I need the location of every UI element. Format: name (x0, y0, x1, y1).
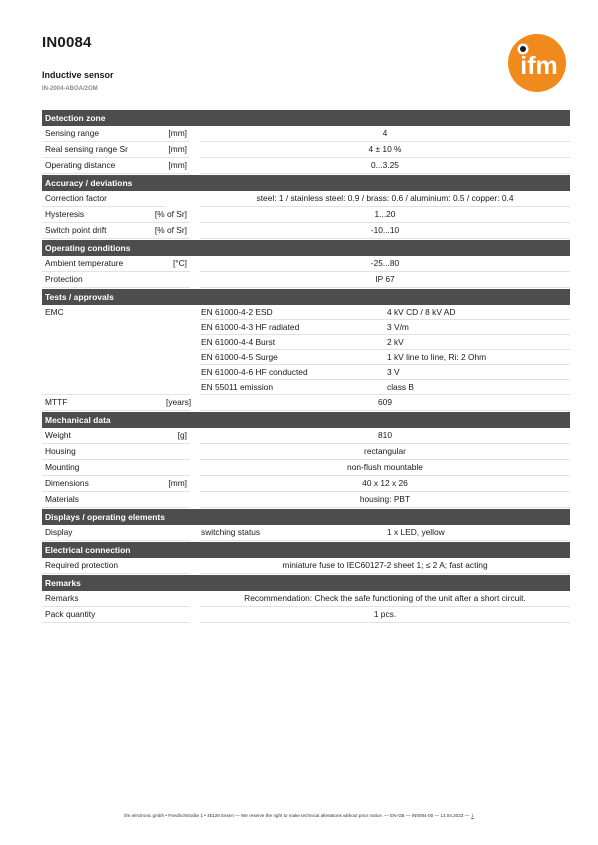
emc-item (200, 365, 570, 380)
unit: [°C] (166, 256, 190, 272)
label: Ambient temperature (42, 256, 166, 272)
section-mechanical-data: Mechanical data (42, 412, 570, 428)
logo-text: ifm (520, 52, 558, 80)
unit: [mm] (166, 126, 190, 142)
row-switch-point-drift (42, 223, 570, 239)
row-protection (42, 272, 570, 288)
label: Operating distance (42, 158, 166, 174)
label: Mounting (42, 460, 166, 476)
emc-value: 3 V/m (387, 322, 409, 332)
row-emc (42, 305, 570, 395)
row-mounting (42, 460, 570, 476)
ifm-logo (508, 34, 566, 92)
value: 810 (200, 428, 570, 444)
value: non-flush mountable (200, 460, 570, 476)
value: 1 pcs. (200, 607, 570, 623)
row-operating-distance (42, 158, 570, 174)
emc-standard: EN 61000-4-4 Burst (201, 337, 276, 347)
row-pack-quantity (42, 607, 570, 623)
section-electrical-connection: Electrical connection (42, 542, 570, 558)
row-correction-factor (42, 191, 570, 207)
section-detection-zone: Detection zone (42, 110, 570, 126)
unit (166, 525, 190, 541)
label: MTTF (42, 395, 166, 411)
unit: [% of Sr] (148, 223, 190, 239)
row-housing (42, 444, 570, 460)
label: Dimensions (42, 476, 166, 492)
unit (166, 444, 190, 460)
section-displays: Displays / operating elements (42, 509, 570, 525)
emc-standard: EN 61000-4-6 HF conducted (201, 367, 308, 377)
emc-standard: EN 55011 emission (201, 382, 274, 392)
display-pair (200, 525, 570, 541)
value: rectangular (200, 444, 570, 460)
product-subtitle: Inductive sensor (42, 70, 114, 80)
row-ambient-temperature (42, 256, 570, 272)
unit (166, 272, 190, 288)
value: miniature fuse to IEC60127-2 sheet 1; ≤ 2 A; fast acting (200, 558, 570, 574)
value: IP 67 (200, 272, 570, 288)
value: -10...10 (200, 223, 570, 239)
emc-item (200, 350, 570, 365)
emc-value: class B (387, 382, 414, 392)
label: Hysteresis (42, 207, 148, 223)
section-operating-conditions: Operating conditions (42, 240, 570, 256)
value: 0...3.25 (200, 158, 570, 174)
label: Housing (42, 444, 166, 460)
product-title: IN0084 (42, 34, 92, 51)
value: -25...80 (200, 256, 570, 272)
section-remarks: Remarks (42, 575, 570, 591)
page-footer (0, 813, 598, 818)
unit: [mm] (166, 476, 190, 492)
display-key: switching status (201, 527, 261, 537)
value: 4 ± 10 % (200, 142, 570, 158)
value: 1...20 (200, 207, 570, 223)
emc-standard: EN 61000-4-3 HF radiated (201, 322, 300, 332)
label: Real sensing range Sr (42, 142, 166, 158)
row-mttf (42, 395, 570, 411)
unit: [years] (166, 395, 190, 411)
unit (166, 558, 190, 574)
emc-item (200, 380, 570, 395)
label: Weight (42, 428, 166, 444)
unit (166, 191, 190, 207)
label: Pack quantity (42, 607, 166, 623)
unit (166, 607, 190, 623)
unit: [mm] (166, 142, 190, 158)
value: 4 (200, 126, 570, 142)
emc-item (200, 305, 570, 320)
row-required-protection (42, 558, 570, 574)
emc-item (200, 335, 570, 350)
label: Sensing range (42, 126, 166, 142)
label: Display (42, 525, 166, 541)
emc-value: 1 kV line to line, Ri: 2 Ohm (387, 352, 487, 362)
label: Materials (42, 492, 166, 508)
page-number-link[interactable]: 1 (471, 813, 474, 818)
label: Required protection (42, 558, 166, 574)
footer-text: ifm electronic gmbh • Friedrichstraße 1 • 45128 Essen — We reserve the right to make technical alterations without prior notice. — EN-GB — IN0084-00 — 13.04.2023 — (124, 813, 470, 818)
emc-standard: EN 61000-4-5 Surge (201, 352, 278, 362)
row-sensing-range (42, 126, 570, 142)
section-tests-approvals: Tests / approvals (42, 289, 570, 305)
unit (166, 492, 190, 508)
label: Correction factor (42, 191, 166, 207)
value: housing: PBT (200, 492, 570, 508)
emc-item (200, 320, 570, 335)
unit: [g] (166, 428, 190, 444)
row-hysteresis (42, 207, 570, 223)
value: 609 (200, 395, 570, 411)
value: Recommendation: Check the safe functioning of the unit after a short circuit. (200, 591, 570, 607)
emc-list (200, 305, 570, 395)
emc-standard: EN 61000-4-2 ESD (201, 307, 273, 317)
unit: [% of Sr] (148, 207, 190, 223)
label: EMC (42, 305, 166, 395)
value: 40 x 12 x 26 (200, 476, 570, 492)
emc-value: 2 kV (387, 337, 404, 347)
row-weight (42, 428, 570, 444)
row-remarks (42, 591, 570, 607)
unit (166, 460, 190, 476)
product-code: IN-2004-ABOA/2OM (42, 86, 98, 92)
spec-table (42, 109, 570, 623)
unit (166, 591, 190, 607)
row-real-sensing-range (42, 142, 570, 158)
section-accuracy: Accuracy / deviations (42, 175, 570, 191)
row-dimensions (42, 476, 570, 492)
label: Switch point drift (42, 223, 148, 239)
label: Protection (42, 272, 166, 288)
unit (166, 305, 190, 395)
row-materials (42, 492, 570, 508)
display-value: 1 x LED, yellow (387, 527, 445, 537)
emc-value: 3 V (387, 367, 400, 377)
unit: [mm] (166, 158, 190, 174)
label: Remarks (42, 591, 166, 607)
row-display (42, 525, 570, 541)
emc-value: 4 kV CD / 8 kV AD (387, 307, 456, 317)
value: steel: 1 / stainless steel: 0.9 / brass: 0.6 / aluminium: 0.5 / copper: 0.4 (200, 191, 570, 207)
